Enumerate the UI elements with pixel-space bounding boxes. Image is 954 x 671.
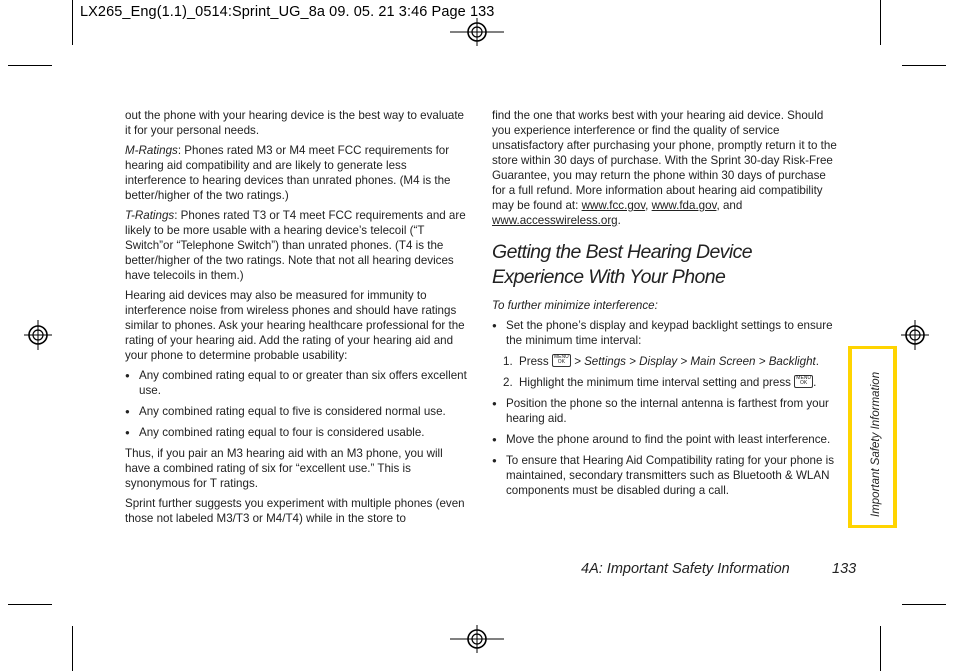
period: .	[815, 355, 819, 368]
section-tab-label: Important Safety Information	[870, 371, 882, 517]
period: .	[617, 214, 621, 227]
page-number: 133	[832, 561, 857, 577]
crop-mark-bottom-right-v	[880, 626, 881, 671]
crop-mark-bottom-right-h	[902, 604, 946, 605]
paragraph: Hearing aid devices may also be measured for immunity to interference noise from wireless phones and should have ratings similar to phones. Ask your hearing healthcare professional for the rating of your hearing aid. Add the rating of your hearing aid and your phone to determine probable usability:	[125, 289, 465, 362]
list-item: ● To ensure that Hearing Aid Compatibility rating for your phone is maintained, secondary transmitters such as Bluetooth & WLAN components must be disabled during a call.	[492, 453, 838, 498]
list-item: ● Position the phone so the internal antenna is farthest from your hearing aid.	[492, 396, 838, 426]
paragraph: Thus, if you pair an M3 hearing aid with an M3 phone, you will have a combined rating of six for “excellent use.” This is synonymous for T ratings.	[125, 447, 443, 490]
registration-mark-top-icon	[450, 18, 504, 46]
t-ratings-text: : Phones rated T3 or T4 meet FCC requirements and are likely to be more usable with a hearing device’s telecoil (“T Switch”or “Telephone Switch”) than unrated phones. (T4 is the better/higher of the two ratings. Note that not all hearing devices have telecoils in them.)	[125, 209, 466, 282]
step-number: 2.	[503, 376, 513, 389]
list-item: ● Any combined rating equal to four is considered usable.	[125, 425, 468, 440]
section-heading: Getting the Best Hearing Device Experience With Your Phone	[492, 241, 752, 288]
menu-ok-key-icon: MENU OK	[552, 354, 571, 367]
step-number: 1.	[503, 355, 513, 368]
list-item: ● Any combined rating equal to five is considered normal use.	[125, 404, 468, 419]
m-ratings-label: M-Ratings	[125, 144, 178, 157]
list-item: ● Move the phone around to find the point with least interference.	[492, 432, 838, 447]
t-ratings-paragraph	[125, 208, 468, 283]
list-item: ● Any combined rating equal to or greater than six offers excellent use.	[125, 368, 468, 398]
m-ratings-text: : Phones rated M3 or M4 meet FCC requirements for hearing aid compatibility and are likely to generate less interference to hearing devices than unrated phones. (M4 is the better/higher of the two ratings.)	[125, 144, 451, 202]
list-item: ● Set the phone’s display and keypad backlight settings to ensure the minimum time interval:	[492, 318, 838, 348]
paragraph	[492, 108, 838, 228]
step-item	[492, 375, 838, 390]
paragraph: out the phone with your hearing device is the best way to evaluate it for your personal needs.	[125, 109, 465, 137]
link-fda[interactable]: www.fda.gov	[651, 199, 717, 212]
intro-text: To further minimize interference:	[492, 299, 658, 312]
paragraph: Sprint further suggests you experiment with multiple phones (even those not labeled M3/T3 or M4/T4) while in the store to	[125, 497, 465, 525]
crop-mark-top-left-h	[8, 65, 52, 66]
registration-mark-bottom-icon	[450, 625, 504, 653]
left-column	[125, 108, 468, 531]
crop-mark-top-right-v	[880, 0, 881, 45]
t-ratings-label: T-Ratings	[125, 209, 175, 222]
menu-ok-key-icon: MENU OK	[794, 375, 813, 388]
separator: , and	[716, 199, 743, 212]
step-item	[492, 354, 838, 369]
crop-mark-top-left-v	[72, 0, 73, 45]
registration-mark-left-icon	[24, 320, 52, 350]
step-text: Highlight the minimum time interval setting and press	[519, 376, 795, 389]
crop-mark-bottom-left-h	[8, 604, 52, 605]
crop-mark-top-right-h	[902, 65, 946, 66]
period: .	[813, 376, 817, 389]
settings-path: > Settings > Display > Main Screen > Backlight	[570, 355, 816, 368]
registration-mark-right-icon	[901, 320, 929, 350]
m-ratings-paragraph	[125, 143, 468, 203]
paragraph-text: find the one that works best with your hearing aid device. Should you experience interference or find the quality of service unsatisfactory after purchasing your phone, promptly return it to the store within 30 days of purchase. With the Sprint 30-day Risk-Free Guarantee, you may return the phone within 30 days of purchase for a full refund. More information about hearing aid compatibility may be found at:	[492, 109, 837, 212]
print-slug: LX265_Eng(1.1)_0514:Sprint_UG_8a 09. 05. 21 3:46 Page 133	[80, 4, 495, 20]
link-fcc[interactable]: www.fcc.gov	[581, 199, 646, 212]
link-accesswireless[interactable]: www.accesswireless.org	[492, 214, 618, 227]
footer-section-title: 4A: Important Safety Information	[581, 561, 790, 577]
separator: ,	[645, 199, 652, 212]
crop-mark-bottom-left-v	[72, 626, 73, 671]
step-text: Press	[519, 355, 552, 368]
right-column	[492, 108, 838, 504]
